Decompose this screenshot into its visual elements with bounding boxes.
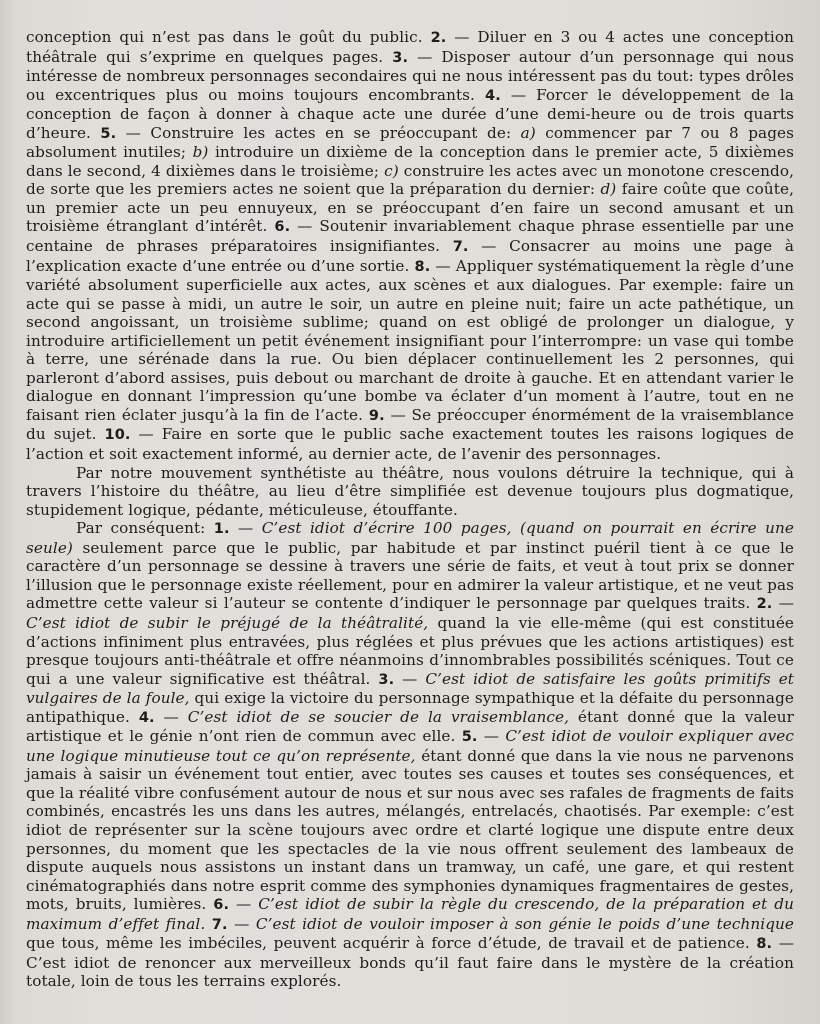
text-run: Par notre mouvement synthétiste au théâtre, nous voulons détruire la technique, qui à travers l’histoire du théâtre, au lieu d’être simplifiée est devenue toujours plus dogmatique, stupidement logique, pédante, méticuleuse, étouffante. bbox=[26, 463, 794, 519]
text-run: — Diluer en 3 ou 4 actes une conception théâtrale qui s’exprime en quelques pages. bbox=[26, 28, 794, 66]
text-run: seulement parce que le public, par habitude et par instinct puéril tient à ce que le caractère d’un personnage se dessine à travers une série de faits, et veut à tout prix se donner l’illusion que le personnage existe réellement, pour en admirer la valeur artistique, et ne veut pas admettre cette valeur si l’auteur se contente d’indiquer le personnage par quelques traits. bbox=[26, 538, 794, 613]
text-run: — bbox=[394, 669, 426, 688]
paragraph bbox=[26, 28, 794, 464]
italic-phrase: C’est idiot de se soucier de la vraisemblance, bbox=[187, 707, 570, 726]
italic-phrase: C’est idiot de satisfaire les goûts primitifs et vulgaires de la foule, bbox=[26, 669, 794, 708]
item-number: 1. bbox=[213, 521, 230, 538]
italic-phrase: d) bbox=[600, 180, 617, 199]
text-run: — Se préoccuper énormément de la vraisemblance du sujet. bbox=[26, 405, 794, 444]
text-run: — Disposer autour d’un personnage qui nous intéresse de nombreux personnages secondaires qui ne nous intéressent pas du tout: types drôles ou excentriques plus ou moins toujours encombrants. bbox=[26, 47, 795, 104]
text-run: — Construire les actes en se préoccupant de: bbox=[116, 123, 521, 142]
text-run: — bbox=[477, 727, 506, 746]
item-number: 6. bbox=[213, 897, 230, 914]
italic-phrase: C’est idiot d’écrire 100 pages, (quand on pourrait en écrire une seule) bbox=[26, 519, 794, 557]
item-number: 4. bbox=[138, 709, 155, 726]
text-run: quand la vie elle-même (qui est constituée d’actions infiniment plus entravées, plus réglées et plus prévues que les actions artistiques) est presque toujours anti-théâtrale et offre néanmoins d’innombrables possibilités scéniques. Tout ce qui a une valeur significative est théâtral. bbox=[26, 613, 795, 688]
item-number: 8. bbox=[756, 936, 773, 953]
text-run: — bbox=[154, 707, 188, 726]
item-number: 6. bbox=[274, 219, 291, 236]
text-run: conception qui n’est pas dans le goût du public. bbox=[26, 28, 431, 46]
item-number: 10. bbox=[104, 427, 131, 444]
text-run: construire les actes avec un monotone crescendo, de sorte que les premiers actes ne soient que la préparation du dernier: bbox=[26, 161, 794, 199]
item-number: 3. bbox=[378, 671, 395, 688]
item-number: 8. bbox=[414, 258, 431, 275]
text-run: — Consacrer au moins une page à l’explication exacte d’une entrée ou d’une sortie. bbox=[26, 237, 795, 275]
text-run: introduire un dixième de la conception dans le premier acte, 5 dixièmes dans le second, 4 dixièmes dans le troisième; bbox=[26, 143, 794, 180]
text-run: faire coûte que coûte, un premier acte un peu ennuyeux, en se préoccupant d’en faire un second amusant et un troisième étranglant d’intérêt. bbox=[26, 180, 794, 236]
italic-phrase: C’est idiot de vouloir imposer à son génie le poids d’une technique bbox=[255, 914, 794, 933]
text-run: Par conséquent: bbox=[76, 519, 214, 538]
text-run: étant donné que dans la vie nous ne parvenons jamais à saisir un événement tout entier, avec toutes ses causes et toutes ses conséquences, et que la réalité vibre confusément autour de nous et sur nous avec ses rafales de fragments de faits combinés, encastrés les uns dans les autres, mélangés, entrelacés, chaotisés. Par exemple: c’est idiot de représenter sur la scène toujours avec ordre et clarté logique une dispute entre deux personnes, du moment que les spectacles de la vie nous offrent seulement des lambeaux de dispute auquels nous assistons un instant dans un tramway, un café, une gare, et qui restent cinématographiés dans notre esprit comme des symphonies dynamiques fragmentaires de gestes, mots, bruits, lumières. bbox=[26, 746, 794, 914]
item-number: 5. bbox=[461, 729, 478, 746]
paragraph bbox=[26, 519, 794, 991]
item-number: 2. bbox=[756, 596, 773, 613]
text-run: — C’est idiot de renoncer aux merveilleux bonds qu’il faut faire dans le mystère de la création totale, loin de tous les terrains explorés. bbox=[26, 934, 795, 991]
text-run: — bbox=[772, 594, 794, 613]
italic-phrase: b) bbox=[192, 143, 209, 162]
item-number: 7. bbox=[211, 916, 228, 933]
item-number: 9. bbox=[368, 407, 385, 424]
text-run: — Faire en sorte que le public sache exactement toutes les raisons logiques de l’action et soit exactement informé, au dernier acte, de l’avenir des personnages. bbox=[26, 425, 794, 464]
text-run: — bbox=[229, 895, 259, 914]
page-text bbox=[26, 28, 794, 991]
text-run: qui exige la victoire du personnage sympathique et la défaite du personnage antipathique. bbox=[26, 689, 794, 726]
text-run: étant donné que la valeur artistique et le génie n’ont rien de commun avec elle. bbox=[26, 707, 794, 746]
italic-phrase: a) bbox=[520, 123, 536, 142]
item-number: 5. bbox=[100, 125, 117, 142]
item-number: 3. bbox=[392, 49, 409, 66]
italic-phrase: C’est idiot de subir le préjugé de la théâtralité, bbox=[26, 613, 429, 632]
text-run: — Forcer le développement de la conception de façon à donner à chaque acte une durée d’une demi-heure ou de trois quarts d’heure. bbox=[26, 85, 795, 142]
item-number: 7. bbox=[452, 239, 469, 256]
italic-phrase: c) bbox=[384, 161, 399, 180]
item-number: 4. bbox=[485, 87, 501, 104]
text-run: — Soutenir invariablement chaque phrase essentielle par une centaine de phrases préparatoires insignifiantes. bbox=[26, 217, 794, 256]
item-number: 2. bbox=[430, 30, 447, 46]
paragraph bbox=[26, 464, 794, 520]
text-run: que tous, même les imbéciles, peuvent acquérir à force d’étude, de travail et de patience. bbox=[26, 934, 757, 953]
text-run: commencer par 7 ou 8 pages absolument inutiles; bbox=[26, 123, 794, 162]
text-run: — bbox=[229, 519, 262, 538]
italic-phrase: C’est idiot de subir la règle du crescendo, de la préparation et du maximum d’effet final. bbox=[26, 895, 794, 933]
italic-phrase: C’est idiot de vouloir expliquer avec une logique minutieuse tout ce qu’on représente, bbox=[26, 727, 794, 765]
text-run: — Appliquer systématiquement la règle d’une variété absolument superficielle aux actes, aux scènes et aux dialogues. Par exemple: faire un acte qui se passe à midi, un autre le soir, un autre en pleine nuit; faire un acte pathétique, un second angoissant, un troisième sublime; quand on est obligé de prolonger un dialogue, y introduire artificiellement un petit événement insignifiant pour l’interrompre: un vase qui tombe à terre, une sérénade dans la rue. Ou bien déplacer continuellement les 2 personnes, qui parleront d’abord assises, puis debout ou marchant de droite à gauche. Et en attendant varier le dialogue en donnant l’impression qu’une bombe va éclater d’un moment à l’autre, tout en ne faisant rien éclater jusqu’à la fin de l’acte. bbox=[26, 256, 794, 424]
text-run: — bbox=[227, 914, 256, 933]
